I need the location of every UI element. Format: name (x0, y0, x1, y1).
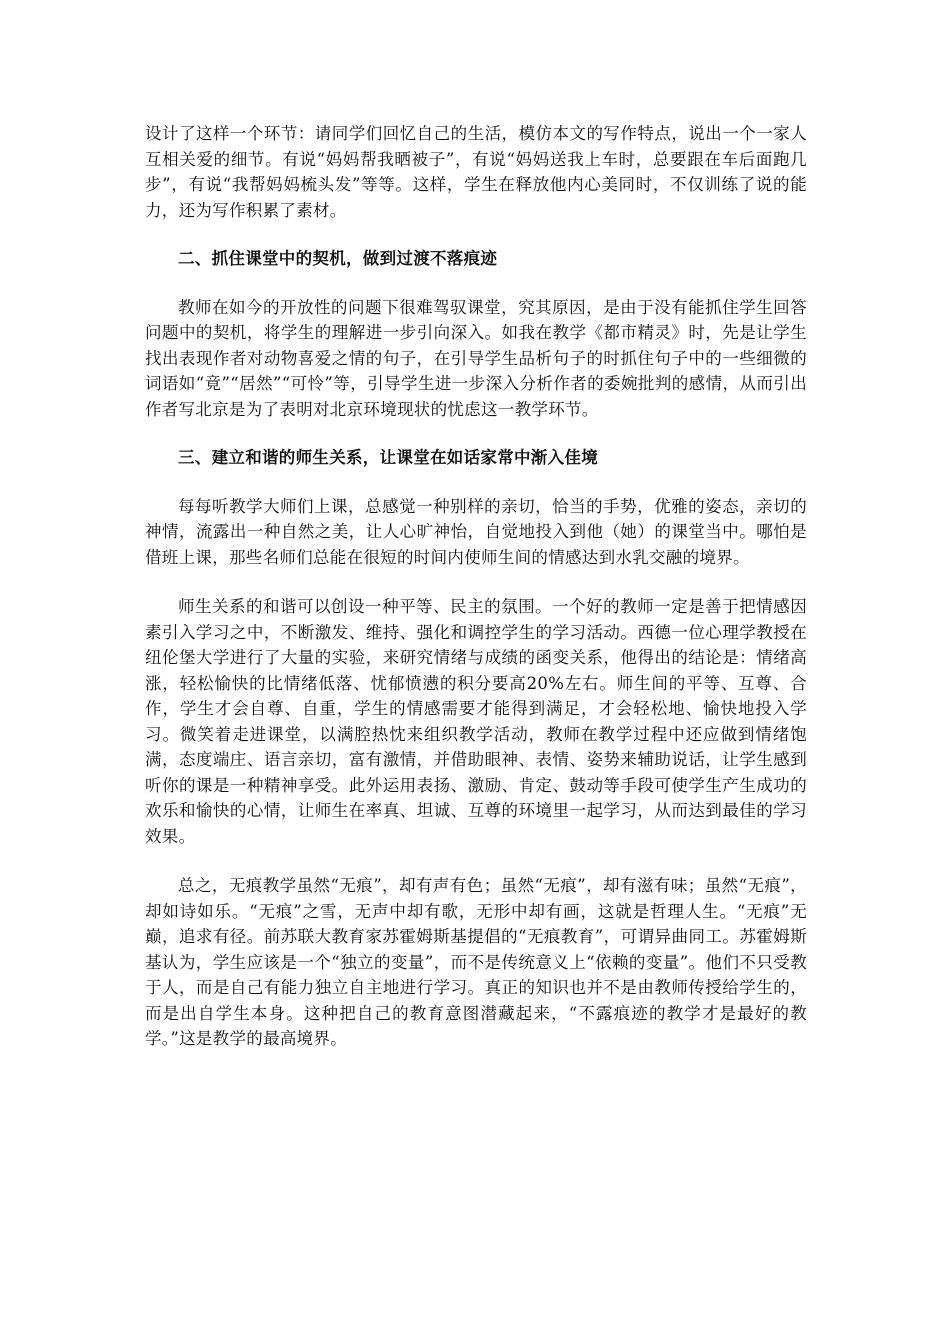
paragraph-spacer (145, 849, 807, 873)
section-heading-2: 二、抓住课堂中的契机，做到过渡不落痕迹 (178, 249, 498, 268)
paragraph-conclusion: 总之，无痕教学虽然“无痕”，却有声有色；虽然“无痕”，却有滋有味；虽然“无痕”，却如诗如乐。“无痕”之雪，无声中却有歌，无形中却有画，这就是哲理人生。“无痕”无巅，追求有径。前苏联大教育家苏霍姆斯基提倡的“无痕教育”，可谓异曲同工。苏霍姆斯基认为，学生应该是一个“独立的变量”，而不是传统意义上“依赖的变量”。他们不只受教于人，而是自己有能力独立自主地进行学习。真正的知识也并不是由教师传授给学生的，而是出自学生本身。这种把自己的教育意图潜藏起来，“不露痕迹的教学才是最好的教学。”这是教学的最高境界。 (145, 876, 807, 1048)
paragraph-section-3b: 师生关系的和谐可以创设一种平等、民主的氛围。一个好的教师一定是善于把情感因素引入学习之中，不断激发、维持、强化和调控学生的学习活动。西德一位心理学教授在纽伦堡大学进行了大量的实验，来研究情绪与成绩的函变关系，他得出的结论是：情绪高涨，轻松愉快的比情绪低落、忧郁愤懑的积分要高20%左右。师生间的平等、互尊、合作，学生才会自尊、自重，学生的情感需要才能得到满足，才会轻松地、愉快地投入学习。微笑着走进课堂，以满腔热忱来组织教学活动，教师在教学过程中还应做到情绪饱满，态度端庄、语言亲切，富有激情，并借助眼神、表情、姿势来辅助说话，让学生感到听你的课是一种精神享受。此外运用表扬、激励、肯定、鼓动等手段可使学生产生成功的欢乐和愉快的心情，让师生在率真、坦诚、互尊的环境里一起学习，从而达到最佳的学习效果。 (145, 597, 807, 846)
section-heading-3: 三、建立和谐的师生关系，让课堂在如话家常中渐入佳境 (178, 448, 598, 467)
document-page (145, 121, 807, 1052)
paragraph-section-3a: 每每听教学大师们上课，总感觉一种别样的亲切，恰当的手势，优雅的姿态，亲切的神情，流露出一种自然之美，让人心旷神怡，自觉地投入到他（她）的课堂当中。哪怕是借班上课，那些名师们总能在很短的时间内使师生间的情感达到水乳交融的境界。 (145, 496, 807, 567)
paragraph-intro: 设计了这样一个环节：请同学们回忆自己的生活，模仿本文的写作特点，说出一个一家人互相关爱的细节。有说“妈妈帮我晒被子”，有说“妈妈送我上车时，总要跟在车后面跑几步”，有说“我帮妈妈梳头发”等等。这样，学生在释放他内心美同时，不仅训练了说的能力，还为写作积累了素材。 (145, 124, 807, 220)
paragraph-spacer (145, 570, 807, 594)
paragraph-spacer (145, 272, 807, 295)
paragraph-section-2: 教师在如今的开放性的问题下很难驾驭课堂，究其原因，是由于没有能抓住学生回答问题中的契机，将学生的理解进一步引向深入。如我在教学《都市精灵》时，先是让学生找出表现作者对动物喜爱之情的句子，在引导学生品析句子的时抓住句子中的一些细微的词语如“竟”“居然”“可怜”等，引导学生进一步深入分析作者的委婉批判的感情，从而引出作者写北京是为了表明对北京环境现状的忧虑这一教学环节。 (145, 297, 807, 419)
paragraph-spacer (145, 471, 807, 494)
paragraph-spacer (145, 223, 807, 246)
paragraph-spacer (145, 422, 807, 445)
